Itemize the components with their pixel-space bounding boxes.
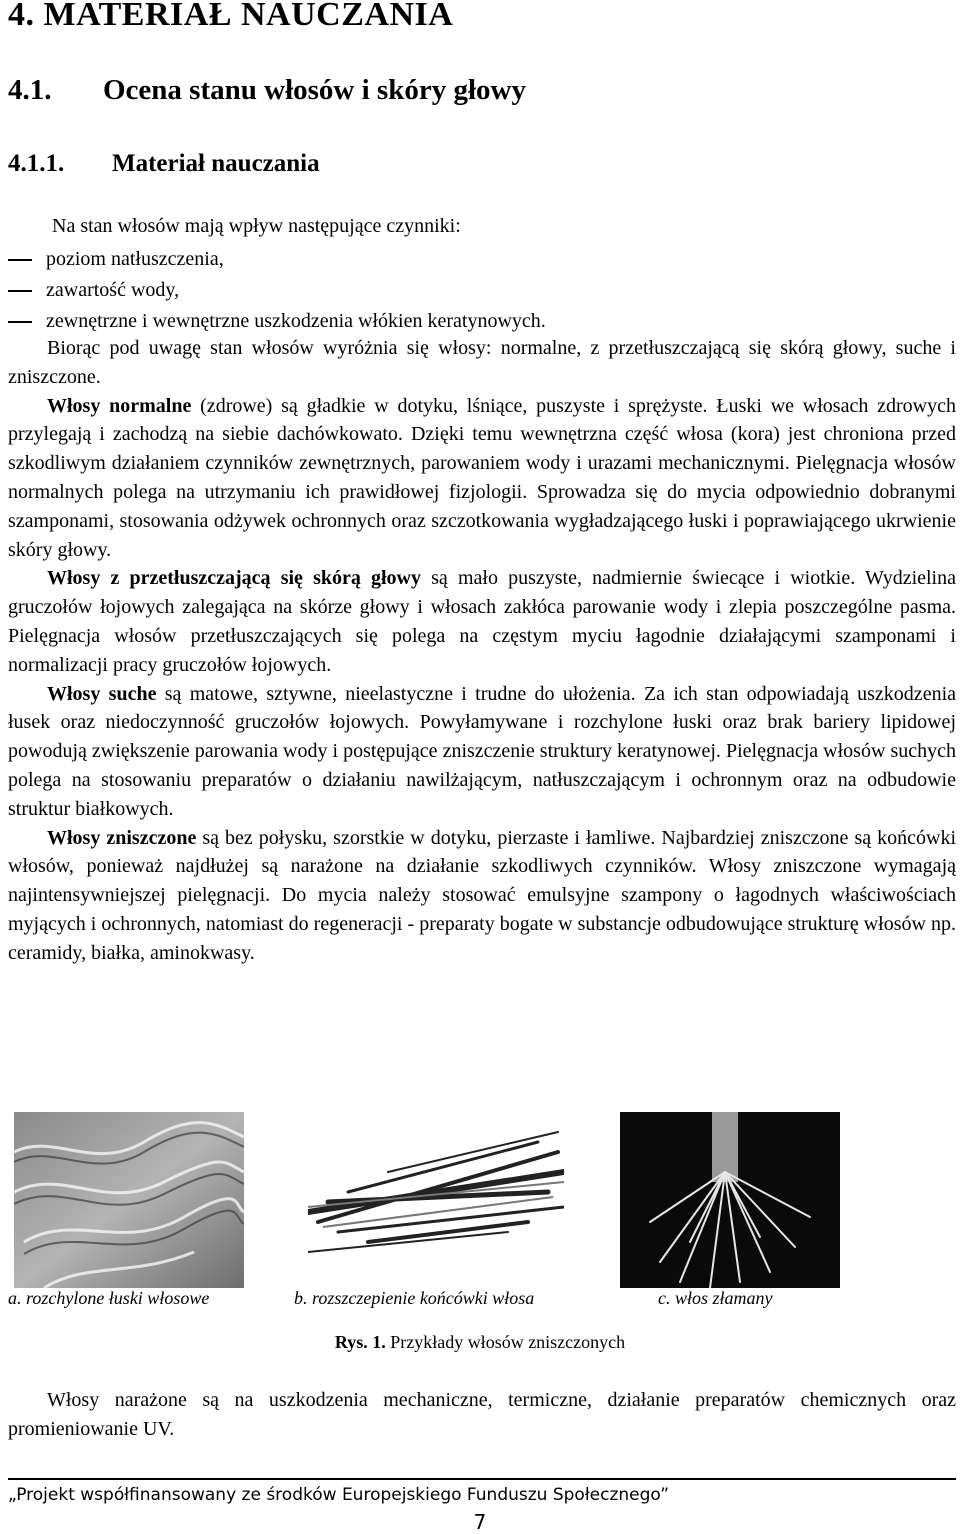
section-heading (8, 74, 526, 107)
figure-title (0, 1332, 960, 1353)
list-item: zewnętrzne i wewnętrzne uszkodzenia włókien keratynowych. (8, 306, 956, 337)
paragraph-lead: Włosy zniszczone (47, 826, 197, 849)
paragraph-lead: Włosy suche (47, 682, 157, 705)
paragraph-dry-hair (8, 680, 956, 824)
figure-title-text: Przykłady włosów zniszczonych (385, 1332, 626, 1352)
list-item: poziom natłuszczenia, (8, 244, 956, 275)
page-number: 7 (473, 1510, 487, 1534)
subsection-heading (8, 150, 320, 178)
caption-b: b. rozszczepienie końcówki włosa (294, 1288, 535, 1308)
section-number: 4.1. (8, 74, 52, 106)
factors-list (8, 244, 956, 337)
figure-label: Rys. 1. (334, 1332, 386, 1352)
broken-hair-image (620, 1112, 840, 1288)
caption-c: c. włos złamany (658, 1288, 773, 1308)
paragraph-text: są mało puszyste, nadmiernie świecące i wiotkie. Wydzielina gruczołów łojowych zalegająca na skórze głowy i włosach zakłóca parowanie wody i zlepia poszczególne pasma. Pielęgnacja włosów przetłuszczających się polega na częstym myciu łagodnie działającymi szamponami i normalizacji pracy gruczołów łojowych. (8, 567, 956, 676)
subsection-title: Materiał nauczania (112, 150, 320, 177)
section-title: Ocena stanu włosów i skóry głowy (103, 74, 526, 106)
closing-text (8, 1386, 956, 1444)
paragraph-text: są bez połysku, szorstkie w dotyku, pierzaste i łamliwe. Najbardziej zniszczone są końcówki włosów, ponieważ najdłużej są narażone na działanie szkodliwych czynników. Włosy zniszczone wymagają najintensywniejszej pielęgnacji. Do mycia należy stosować emulsyjne szampony o łagodnych właściwościach myjących i ochronnych, natomiast do regeneracji - preparaty bogate w substancje odbudowujące strukturę włosów np. ceramidy, białka, aminokwasy. (8, 826, 957, 964)
chapter-heading (8, 0, 453, 34)
paragraph-text: są matowe, sztywne, nieelastyczne i trudne do ułożenia. Za ich stan odpowiadają uszkodzenia łusek oraz niedoczynność gruczołów łojowych. Powyłamywane i rozchylone łuski oraz brak bariery lipidowej powodują zwiększenie parowania wody i postępujące zniszczenie struktury keratynowej. Pielęgnacja włosów suchych polega na stosowaniu preparatów o działaniu nawilżającym, natłuszczającym i ochronnym oraz na odbudowie struktur białkowych. (8, 682, 956, 820)
paragraph-lead: Włosy normalne (47, 394, 192, 417)
paragraph-oily-hair (8, 564, 956, 679)
split-end-image (308, 1112, 564, 1288)
paragraph-normal-hair (8, 392, 956, 565)
caption-a: a. rozchylone łuski włosowe (8, 1288, 210, 1308)
paragraph-lead: Włosy z przetłuszczającą się skórą głowy (47, 567, 421, 590)
list-item: zawartość wody, (8, 275, 956, 306)
lifted-cuticle-image (14, 1112, 244, 1288)
main-text (8, 334, 956, 968)
intro-sentence: Na stan włosów mają wpływ następujące czynniki: (52, 215, 461, 237)
paragraph-text: (zdrowe) są gładkie w dotyku, lśniące, puszyste i sprężyste. Łuski we włosach zdrowych przylegają i zachodzą na siebie dachówkowato. Dzięki temu wewnętrzna część włosa (kora) jest chroniona przed szkodliwym działaniem czynników zewnętrznych, parowaniem wody i urazami mechanicznymi. Pielęgnacja włosów normalnych polega na utrzymaniu ich prawidłowej fizjologii. Sprowadza się do mycia odpowiednio dobranymi szamponami, stosowania odżywek ochronnych oraz szczotkowania wygładzającego łuski i poprawiającego ukrwienie skóry głowy. (8, 394, 956, 561)
paragraph-text: Biorąc pod uwagę stan włosów wyróżnia się włosy: normalne, z przetłuszczającą się skórą głowy, suche i zniszczone. (8, 337, 956, 388)
subsection-number: 4.1.1. (8, 150, 65, 177)
footer-divider (8, 1478, 956, 1480)
figure-row (0, 1112, 960, 1292)
paragraph-hair-types (8, 334, 956, 392)
paragraph-damaged-hair (8, 824, 956, 968)
chapter-title: MATERIAŁ NAUCZANIA (43, 0, 454, 33)
paragraph-closing: Włosy narażone są na uszkodzenia mechaniczne, termiczne, działanie preparatów chemicznych oraz promieniowanie UV. (8, 1389, 956, 1440)
chapter-number: 4. (8, 0, 35, 33)
footer-text: „Projekt współfinansowany ze środków Europejskiego Funduszu Społecznego” (8, 1485, 670, 1505)
